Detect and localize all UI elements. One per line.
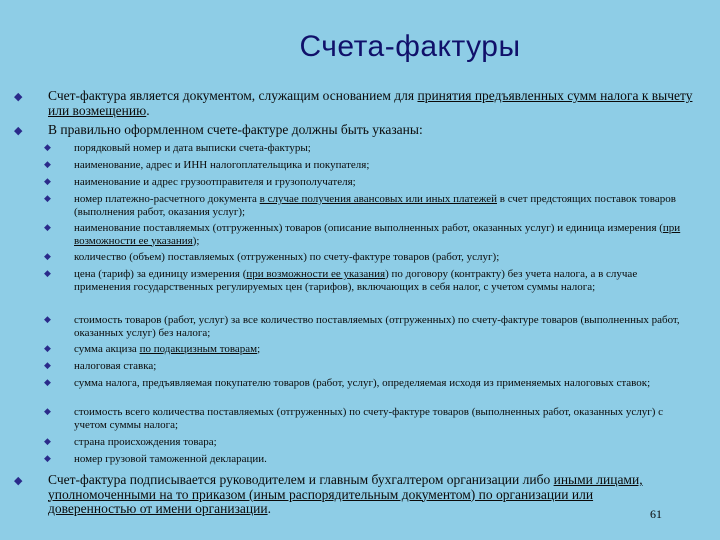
- diamond-bullet-icon: ◆: [44, 222, 51, 232]
- bullet-item: [14, 473, 654, 517]
- diamond-bullet-icon: ◆: [14, 125, 23, 137]
- bullet-text: Счет-фактура является документом, служащим основанием для принятия предъявленных сумм налога к вычету или возмещению.: [48, 88, 693, 118]
- sub-list-item: ◆ стоимость всего количества поставляемых (отгруженных) по счету-фактуре товаров (выполненных работ, оказанных услуг) с учетом суммы налога;: [44, 406, 664, 431]
- bullet-item: [14, 123, 694, 138]
- diamond-bullet-icon: ◆: [44, 159, 51, 169]
- sub-list-item: ◆ цена (тариф) за единицу измерения (при возможности ее указания) по договору (контракту) без учета налога, а в случае применения государственных регулируемых цен (тарифов), включающих в себя налог, с учетом суммы налога;: [44, 268, 638, 293]
- sub-list-item: ◆ стоимость товаров (работ, услуг) за все количество поставляемых (отгруженных) по счету-фактуре товаров (выполненных работ, оказанных услуг) без налога;: [44, 314, 680, 339]
- sub-list-item: ◆ наименование и адрес грузоотправителя и грузополучателя;: [44, 176, 356, 188]
- sub-list-item: ◆ порядковый номер и дата выписки счета-фактуры;: [44, 142, 311, 154]
- sub-list-item: ◆ сумма налога, предъявляемая покупателю товаров (работ, услуг), определяемая исходя из применяемых налоговых ставок;: [44, 377, 651, 389]
- sub-list-item: ◆ страна происхождения товара;: [44, 436, 217, 448]
- diamond-bullet-icon: ◆: [44, 377, 51, 387]
- page-number: 61: [650, 507, 662, 521]
- sub-list-item: ◆ номер платежно-расчетного документа в случае получения авансовых или иных платежей в счет предстоящих поставок товаров (выполнения работ, оказания услуг);: [44, 193, 676, 218]
- bullet-text: В правильно оформленном счете-фактуре должны быть указаны:: [48, 122, 423, 137]
- sub-list-item: ◆ количество (объем) поставляемых (отгруженных) по счету-фактуре товаров (работ, услуг);: [44, 251, 500, 263]
- diamond-bullet-icon: ◆: [44, 406, 51, 416]
- sub-list-item: ◆ наименование, адрес и ИНН налогоплательщика и покупателя;: [44, 159, 370, 171]
- diamond-bullet-icon: ◆: [44, 176, 51, 186]
- diamond-bullet-icon: ◆: [44, 314, 51, 324]
- sub-list-item: ◆ наименование поставляемых (отгруженных) товаров (описание выполненных работ, оказанных услуг) и единица измерения (при возможности ее указания);: [44, 222, 681, 247]
- diamond-bullet-icon: ◆: [44, 193, 51, 203]
- diamond-bullet-icon: ◆: [14, 475, 23, 487]
- sub-list-item: ◆ сумма акциза по подакцизным товарам;: [44, 343, 261, 355]
- diamond-bullet-icon: ◆: [44, 142, 51, 152]
- diamond-bullet-icon: ◆: [44, 453, 51, 463]
- diamond-bullet-icon: ◆: [44, 436, 51, 446]
- bullet-text: Счет-фактура подписывается руководителем и главным бухгалтером организации либо иными лицами, уполномоченными на то приказом (иным распорядительным документом) по организации или доверенностью от имени организации.: [48, 472, 643, 516]
- diamond-bullet-icon: ◆: [14, 91, 23, 103]
- diamond-bullet-icon: ◆: [44, 360, 51, 370]
- bullet-item: [14, 89, 694, 118]
- sub-list-item: ◆ налоговая ставка;: [44, 360, 157, 372]
- diamond-bullet-icon: ◆: [44, 343, 51, 353]
- sub-list-item: ◆ номер грузовой таможенной декларации.: [44, 453, 267, 465]
- diamond-bullet-icon: ◆: [44, 251, 51, 261]
- page-title: Счета-фактуры: [299, 30, 521, 63]
- diamond-bullet-icon: ◆: [44, 268, 51, 278]
